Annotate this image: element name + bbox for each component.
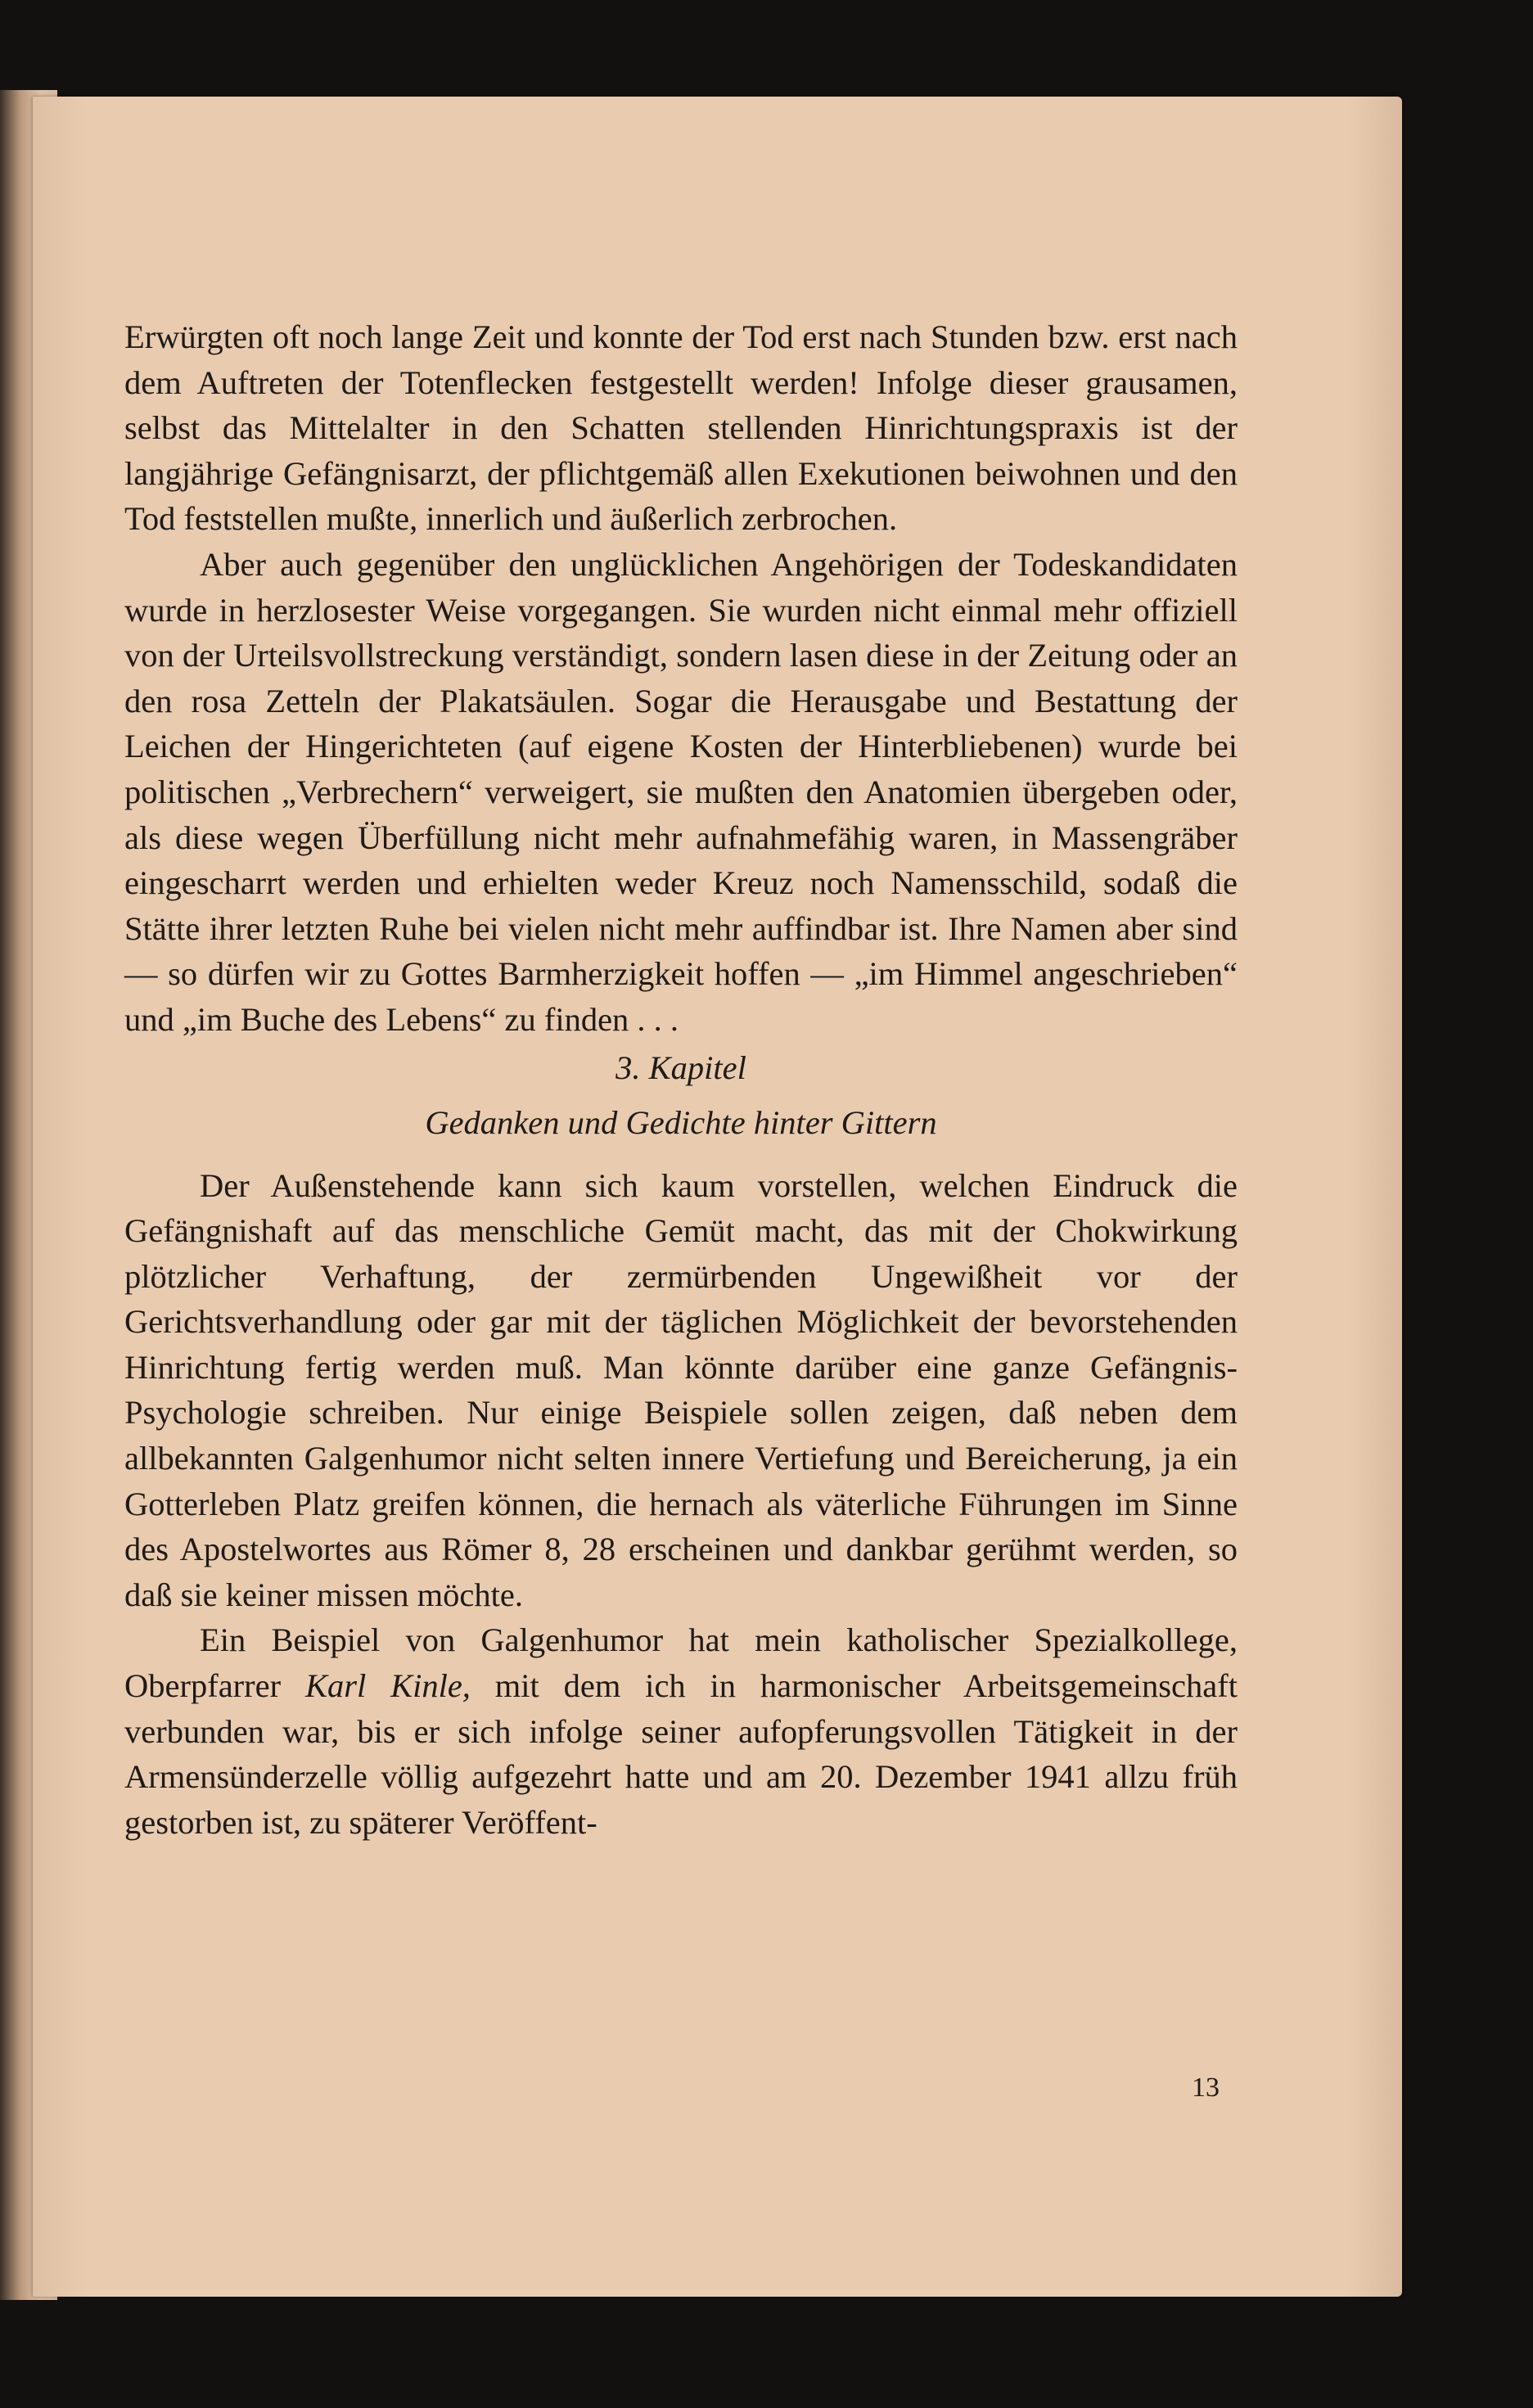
paragraph-3: Der Außenstehende kann sich kaum vorstellen, welchen Eindruck die Gefängnishaft auf das menschliche Gemüt macht, das mit der Chokwirkung plötzlicher Verhaftung, der zermürbenden Ungewißheit vor der Gerichtsverhandlung oder gar mit der täglichen Möglichkeit der bevorstehenden Hinrichtung fertig werden muß. Man könnte darüber eine ganze Gefängnis-Psychologie schreiben. Nur einige Beispiele sollen zeigen, daß neben dem allbekannten Galgenhumor nicht selten innere Vertiefung und Bereicherung, ja ein Gotterleben Platz greifen können, die hernach als väterliche Führungen im Sinne des Apostelwortes aus Römer 8, 28 erscheinen und dankbar gerühmt werden, so daß sie keiner missen möchte. bbox=[124, 1166, 1238, 1613]
paragraph-2: Aber auch gegenüber den unglücklichen Angehörigen der Todeskandidaten wurde in herzlosester Weise vorgegangen. Sie wurden nicht einmal mehr offiziell von der Urteilsvollstreckung verständigt, sondern lasen diese in der Zeitung oder an den rosa Zetteln der Plakatsäulen. Sogar die Herausgabe und Bestattung der Leichen der Hingerichteten (auf eigene Kosten der Hinterbliebenen) wurde bei politischen „Verbrechern“ verweigert, sie mußten den Anatomien übergeben oder, als diese wegen Überfüllung nicht mehr aufnahmefähig waren, in Massengräber eingescharrt werden und erhielten weder Kreuz noch Namensschild, sodaß die Stätte ihrer letzten Ruhe bei vielen nicht mehr auffindbar ist. Ihre Namen aber sind — so dürfen wir zu Gottes Barmherzigkeit hoffen — „im Himmel angeschrieben“ und „im Buche des Lebens“ zu finden . . . bbox=[124, 545, 1238, 1038]
chapter-title: Gedanken und Gedichte hinter Gittern bbox=[425, 1103, 937, 1141]
book-page bbox=[33, 97, 1402, 2297]
body-text bbox=[124, 314, 1238, 1845]
page-number: 13 bbox=[1192, 2072, 1220, 2103]
person-name: Karl Kinle, bbox=[304, 1667, 471, 1705]
chapter-number: 3. Kapitel bbox=[615, 1048, 746, 1086]
paragraph-4-start: Ein Beispiel von Galgenhumor hat mein katholischer Spezialkollege, Oberpfarrer bbox=[124, 1621, 1238, 1705]
paragraph-4-end: mit dem ich in harmonischer Arbeitsgemeinschaft verbunden war, bis er sich infolge seiner aufopferungsvollen Tätigkeit in der Armensünderzelle völlig aufgezehrt hatte und am 20. Dezember 1941 allzu früh gestorben ist, zu späterer Veröffent- bbox=[124, 1667, 1238, 1841]
paragraph-4 bbox=[124, 1617, 1238, 1845]
paragraph-1: Erwürgten oft noch lange Zeit und konnte der Tod erst nach Stunden bzw. erst nach dem Auftreten der Totenflecken festgestellt werden! Infolge dieser grausamen, selbst das Mittelalter in den Schatten stellenden Hinrichtungspraxis ist der langjährige Gefängnisarzt, der pflichtgemäß allen Exekutionen beiwohnen und den Tod feststellen mußte, innerlich und äußerlich zerbrochen. bbox=[124, 318, 1238, 538]
